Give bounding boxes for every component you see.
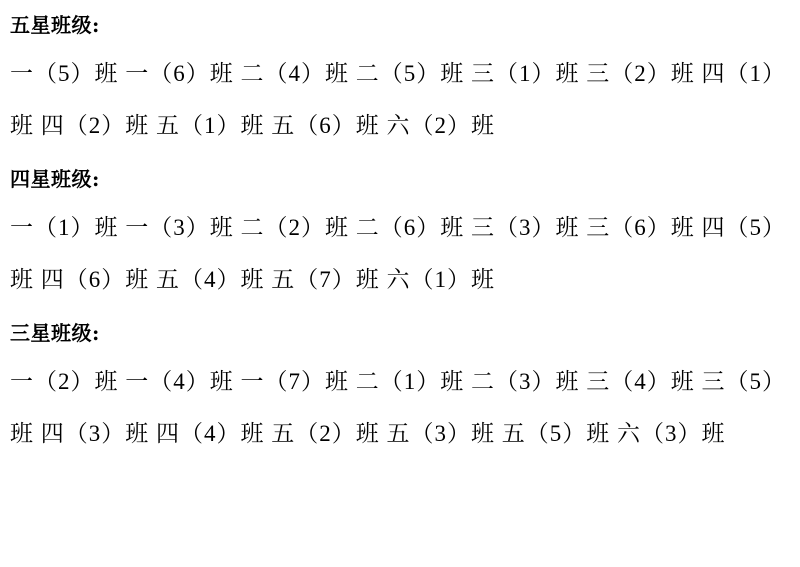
section-five-star xyxy=(10,8,786,152)
section-heading-five-star: 五星班级: xyxy=(10,13,100,37)
class-list-five-star: 一（5）班 一（6）班 二（4）班 二（5）班 三（1）班 三（2）班 四（1）班 四（2）班 五（1）班 五（6）班 六（2）班 xyxy=(10,61,786,138)
class-list-three-star: 一（2）班 一（4）班 一（7）班 二（1）班 二（3）班 三（4）班 三（5）班 四（3）班 四（4）班 五（2）班 五（3）班 五（5）班 六（3）班 xyxy=(10,369,786,446)
class-list-four-star: 一（1）班 一（3）班 二（2）班 二（6）班 三（3）班 三（6）班 四（5）班 四（6）班 五（4）班 五（7）班 六（1）班 xyxy=(10,215,786,292)
section-heading-four-star: 四星班级: xyxy=(10,167,100,191)
section-four-star xyxy=(10,162,786,306)
section-heading-three-star: 三星班级: xyxy=(10,321,100,345)
section-three-star xyxy=(10,316,786,460)
